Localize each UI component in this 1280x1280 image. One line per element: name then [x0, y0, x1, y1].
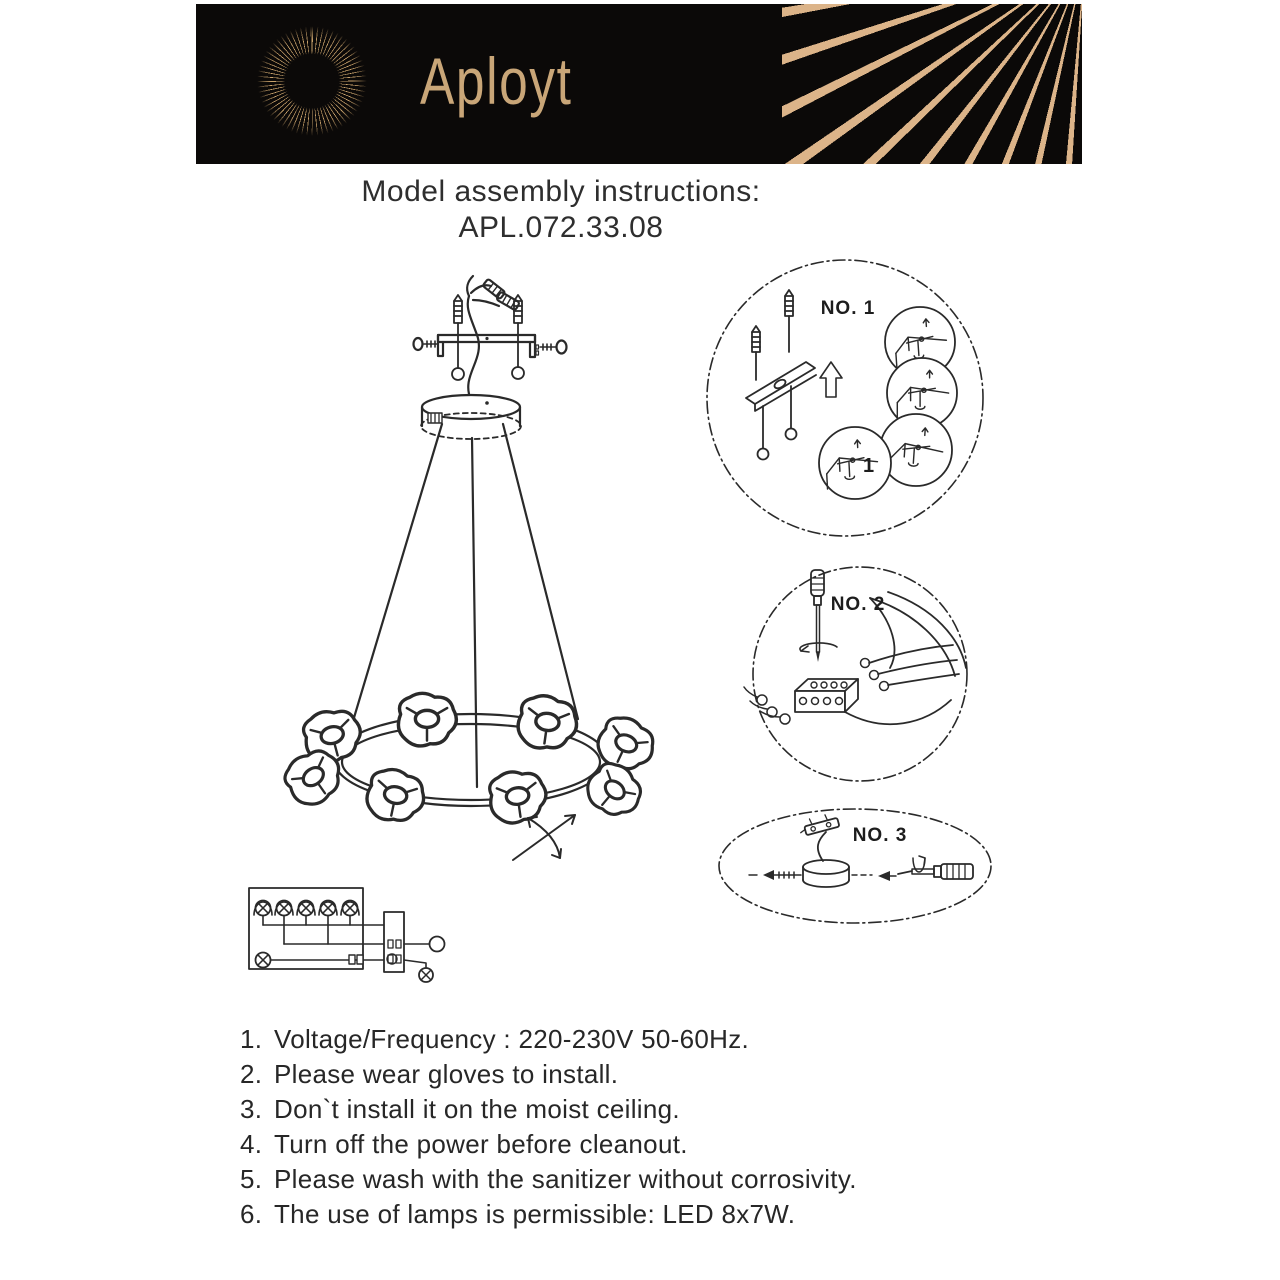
label-step-3: NO. 3: [852, 825, 908, 846]
item-number: 4.: [240, 1129, 263, 1159]
brand-name: Aployt: [420, 44, 573, 118]
item-text: Voltage/Frequency : 220-230V 50-60Hz.: [274, 1024, 750, 1054]
item-number: 2.: [240, 1059, 263, 1089]
chandelier-drawing: [278, 276, 662, 860]
model-number: APL.072.33.08: [458, 211, 664, 244]
item-number: 3.: [240, 1094, 263, 1124]
list-item: [240, 1059, 1070, 1094]
label-step-1: NO. 1: [820, 298, 876, 319]
item-text: Don`t install it on the moist ceiling.: [274, 1094, 680, 1124]
list-item: [240, 1094, 1070, 1129]
list-item: [240, 1129, 1070, 1164]
list-item: [240, 1164, 1070, 1199]
list-item: [240, 1024, 1070, 1059]
item-number: 6.: [240, 1199, 263, 1229]
item-text: Turn off the power before cleanout.: [274, 1129, 688, 1159]
instruction-list: [240, 1024, 1070, 1234]
wiring-diagram: [249, 888, 445, 982]
page-title: Model assembly instructions:: [361, 175, 761, 208]
item-text: Please wash with the sanitizer without corrosivity.: [274, 1164, 857, 1194]
item-text: The use of lamps is permissible: LED 8x7W.: [274, 1199, 796, 1229]
list-item: [240, 1199, 1070, 1234]
item-text: Please wear gloves to install.: [274, 1059, 619, 1089]
label-sub-1: 1: [862, 455, 876, 477]
label-step-2: NO. 2: [830, 594, 886, 615]
item-number: 1.: [240, 1024, 263, 1054]
item-number: 5.: [240, 1164, 263, 1194]
